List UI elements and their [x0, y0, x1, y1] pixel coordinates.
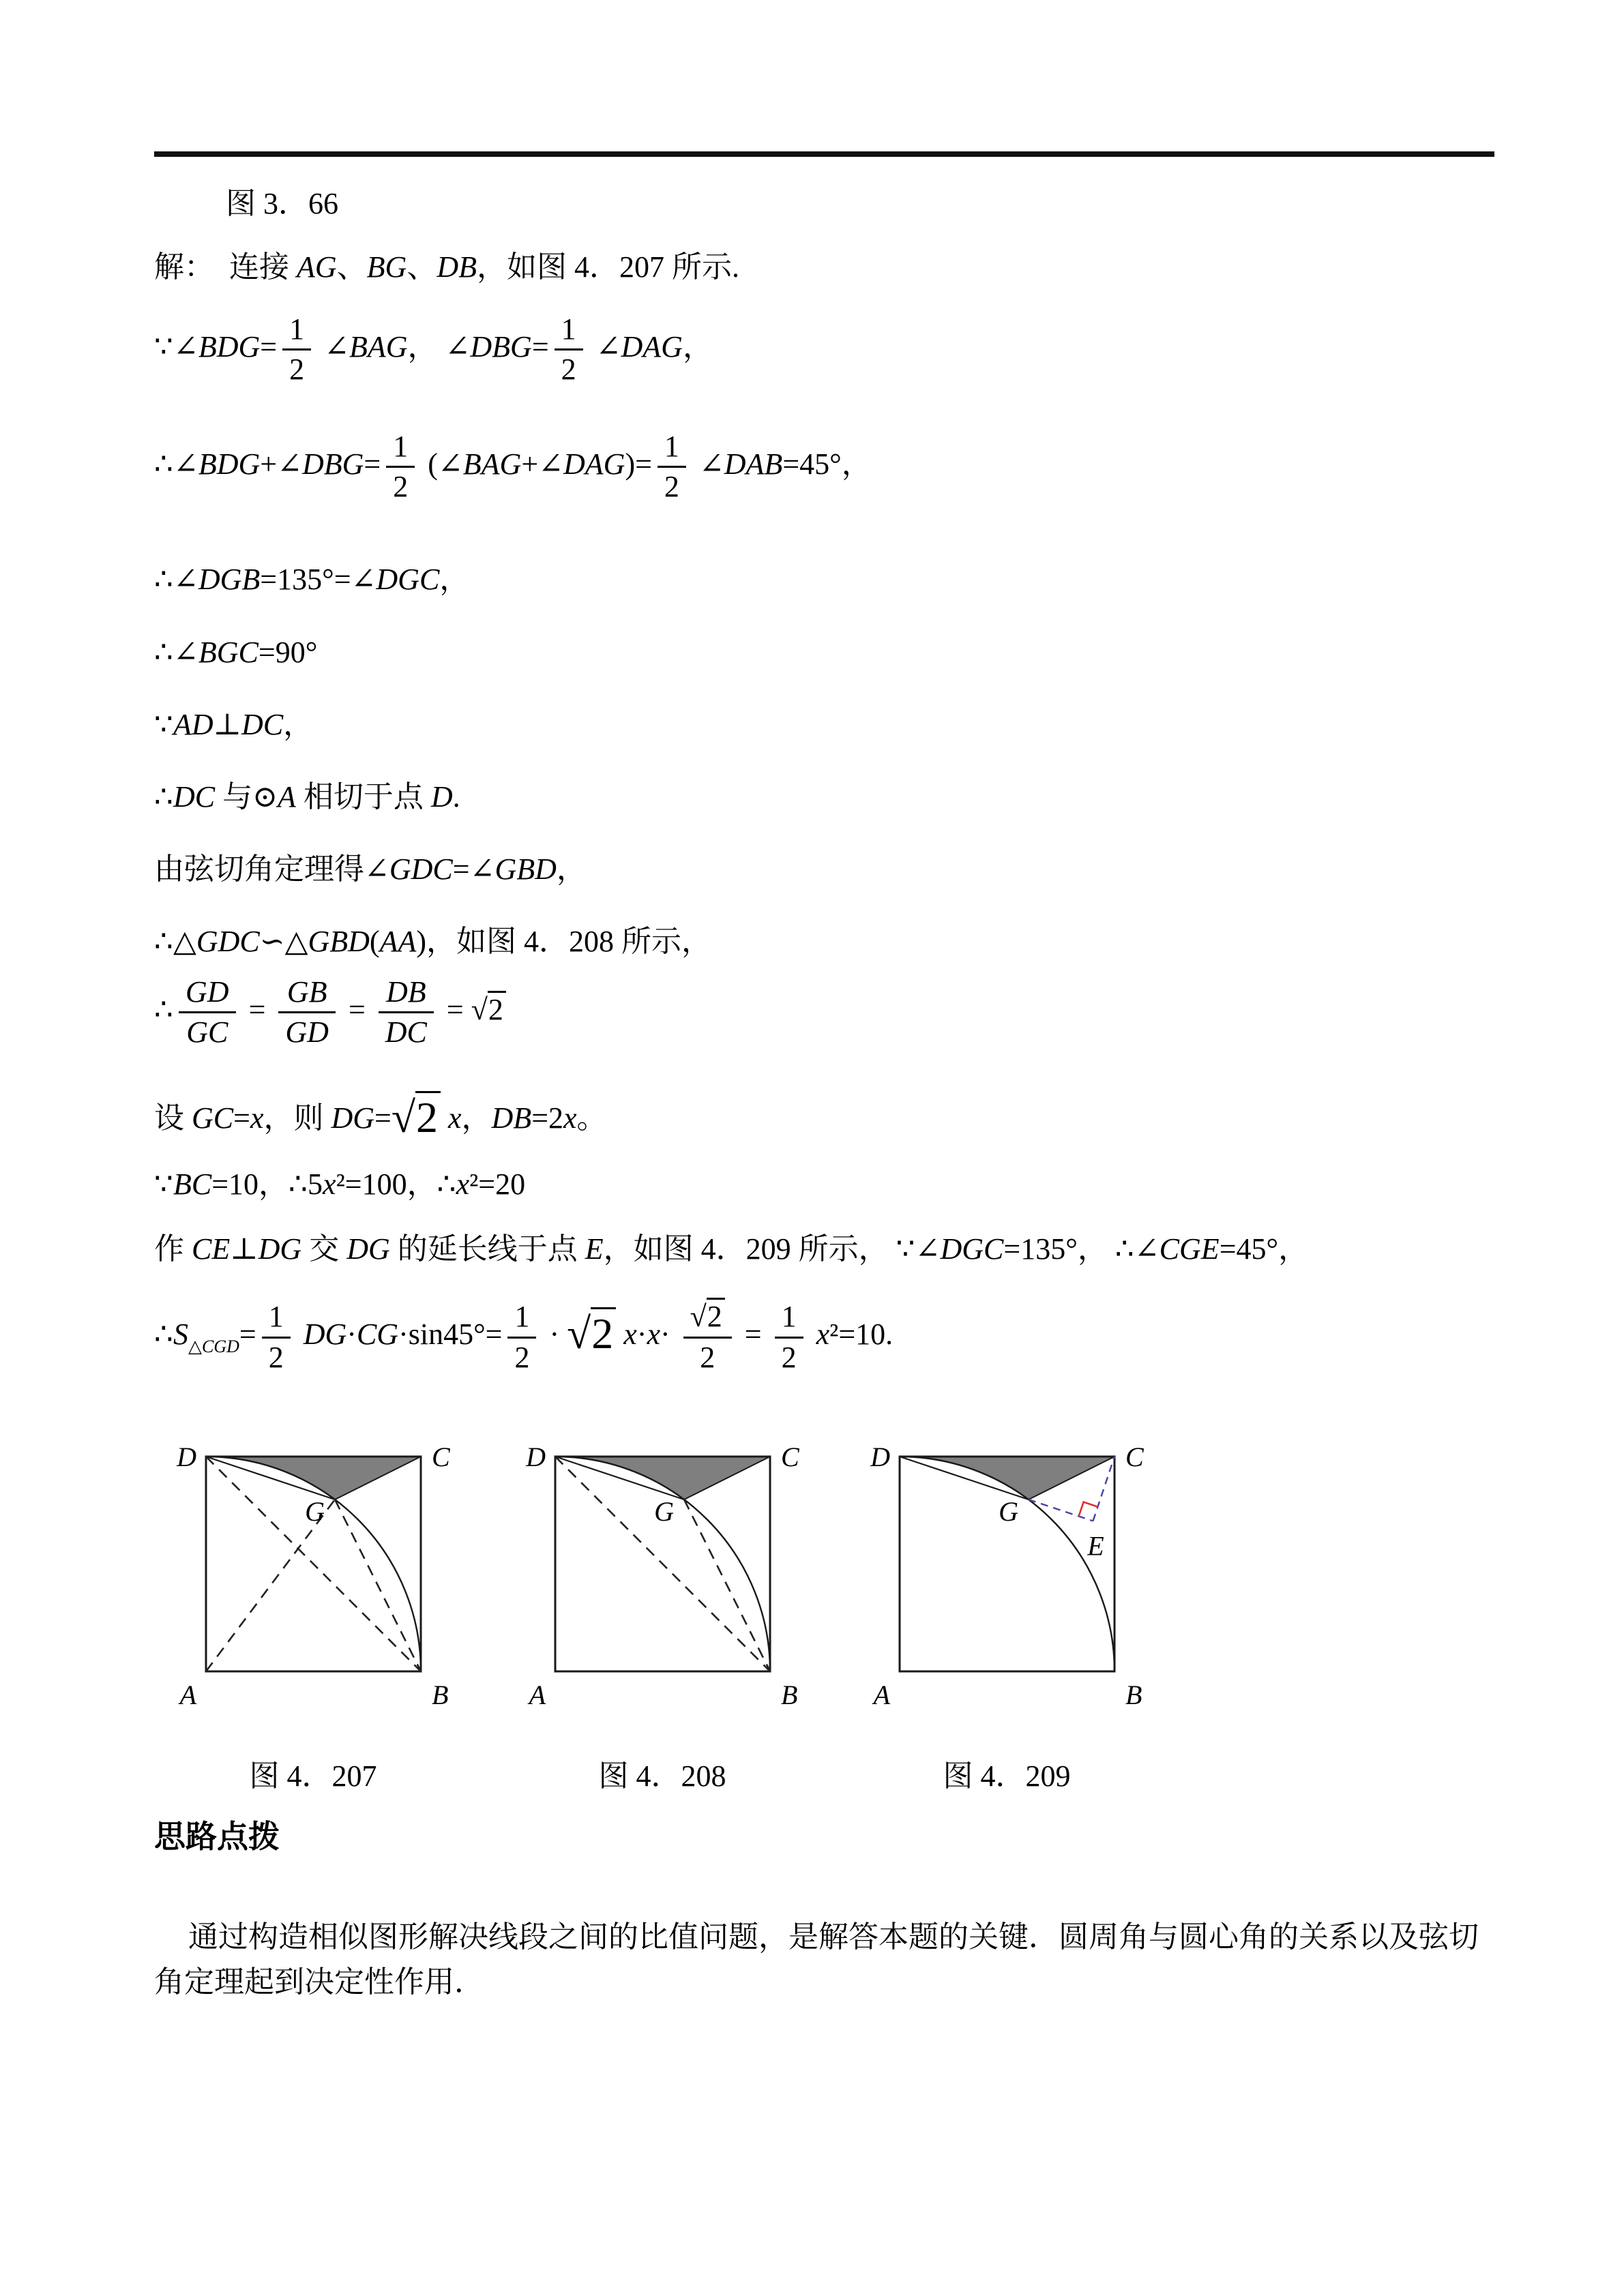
math-variable: x: [448, 1101, 462, 1135]
math-variable: ∠GDC: [364, 852, 453, 886]
step-tangent-chord: [154, 850, 1494, 889]
fraction: [179, 974, 236, 1051]
fraction: [282, 312, 311, 388]
math-variable: DC: [173, 779, 216, 814]
denominator: 2: [262, 1337, 291, 1375]
solution-text: [154, 184, 1494, 1375]
text-run: ∴: [154, 992, 173, 1026]
text-run: =45°，: [782, 447, 872, 481]
vertex-label-B: B: [1125, 1680, 1142, 1711]
text-run: =: [439, 992, 471, 1026]
radicand: 2: [591, 1307, 616, 1358]
denominator: 2: [658, 466, 686, 505]
dashed-line-DB: [206, 1457, 421, 1671]
text-run: =: [531, 329, 549, 363]
step-construct-e: [154, 1229, 1494, 1268]
sqrt-radical: [567, 1309, 616, 1358]
figure-caption-3: 图 4．209: [943, 1759, 1071, 1793]
math-variable: ∠DGC: [351, 562, 440, 596]
math-variable: ∠BDG: [173, 329, 261, 363]
denominator: 2: [507, 1337, 536, 1375]
radicand: 2: [707, 1298, 725, 1333]
numerator: 1: [781, 1300, 797, 1334]
text-run: =: [364, 447, 381, 481]
fraction: [507, 1299, 536, 1375]
sqrt-radical: [391, 1093, 441, 1142]
text-run: .: [452, 779, 460, 814]
text-run: 与⊙: [215, 779, 278, 814]
figure-2: [504, 1417, 825, 1717]
text-run: 图 3．66: [226, 187, 338, 220]
fraction: [379, 974, 434, 1051]
vertex-label-D: D: [870, 1442, 890, 1473]
figure-caption-1: 图 4．207: [249, 1759, 377, 1793]
denominator: DC: [379, 1011, 434, 1050]
text-run: ，: [407, 329, 445, 363]
dashed-line-DB: [555, 1457, 770, 1671]
text-run: =10，∴5: [211, 1167, 323, 1202]
text-run: [316, 330, 324, 363]
text-run: [809, 1317, 816, 1351]
text-run: =: [239, 1317, 256, 1352]
denominator: GD: [278, 1011, 336, 1050]
math-variable: DG: [258, 1232, 302, 1266]
vertex-label-D: D: [526, 1442, 546, 1473]
figure-3: [848, 1417, 1169, 1717]
figures-row: [154, 1416, 1494, 1712]
figure-caption-2: 图 4．208: [598, 1759, 726, 1793]
numerator: 1: [289, 312, 305, 346]
text-run: ·: [542, 1317, 567, 1352]
text-run: ²=10.: [829, 1317, 894, 1352]
math-variable: DG: [303, 1317, 347, 1352]
text-run: ∽△: [259, 924, 308, 958]
page-content: [154, 151, 1494, 2005]
step-similar: [154, 922, 1494, 961]
math-variable: DC: [241, 707, 284, 741]
text-run: 设: [154, 1101, 192, 1135]
sqrt-radical: [690, 1300, 725, 1333]
dashed-line-GB: [684, 1500, 770, 1671]
text-run: ，如图 4．207 所示.: [476, 250, 739, 284]
math-variable: x: [647, 1317, 660, 1352]
text-run: =: [241, 992, 274, 1026]
text-run: ，如图 4．209 所示， ∵: [603, 1232, 915, 1266]
vertex-label-B: B: [781, 1680, 798, 1711]
point-label-G: G: [999, 1496, 1018, 1527]
fraction: [658, 429, 686, 505]
radicand: 2: [415, 1091, 441, 1142]
radical-sign: √: [567, 1309, 591, 1358]
fraction: [775, 1299, 803, 1375]
text-run: ∴: [154, 779, 173, 814]
text-run: ，: [439, 562, 470, 596]
math-variable: BC: [173, 1167, 212, 1202]
step-bgc-90: [154, 633, 1494, 672]
math-variable: x: [563, 1101, 577, 1135]
text-run: ⊥: [230, 1232, 259, 1266]
math-variable: x: [323, 1167, 336, 1202]
fraction: [262, 1299, 291, 1375]
text-run: ，: [283, 707, 314, 741]
text-run: +: [521, 447, 539, 481]
text-run: [296, 1317, 304, 1351]
text-run: +: [260, 447, 278, 481]
numerator: 1: [561, 312, 576, 346]
text-run: 、: [336, 250, 367, 284]
text-run: ∴△: [154, 924, 196, 958]
vertex-label-C: C: [781, 1442, 799, 1473]
point-label-G: G: [305, 1496, 325, 1527]
square-outline: [900, 1457, 1114, 1671]
step-dgb-135: [154, 560, 1494, 599]
numerator: [683, 1299, 732, 1336]
area-symbol: S: [173, 1317, 188, 1352]
fraction: [555, 312, 583, 388]
text-run: =135°， ∴: [1003, 1232, 1134, 1266]
math-variable: x: [250, 1101, 264, 1135]
note-heading: 思路点拨: [154, 1819, 280, 1855]
vertex-label-A: A: [873, 1680, 890, 1711]
text-run: 、: [407, 250, 437, 284]
numerator: 1: [393, 429, 409, 463]
math-variable: AA: [379, 924, 417, 958]
radical-sign: √: [471, 992, 488, 1026]
figure-ref-top: [154, 184, 1494, 223]
text-run: )=: [625, 447, 652, 481]
figure-captions: [154, 1751, 1494, 1791]
vertex-label-D: D: [177, 1442, 196, 1473]
math-variable: ∠BGC: [173, 635, 259, 669]
math-variable: DB: [491, 1101, 532, 1135]
fraction: [278, 974, 336, 1051]
step-area: [154, 1299, 1494, 1375]
math-variable: DG: [331, 1101, 375, 1135]
figure-group: [870, 1442, 1145, 1710]
vertex-label-B: B: [432, 1680, 449, 1711]
math-variable: ∠BAG: [437, 447, 522, 481]
text-run: ，: [461, 1101, 492, 1135]
text-run: (: [369, 924, 380, 958]
text-run: 交: [301, 1232, 347, 1266]
text-run: [441, 1101, 448, 1135]
figure-group: [176, 1442, 451, 1710]
math-variable: x: [456, 1167, 470, 1202]
denominator: 2: [683, 1337, 732, 1375]
text-run: 相切于点: [295, 779, 431, 814]
area-subscript: △CGD: [188, 1337, 239, 1357]
denominator: 2: [555, 348, 583, 387]
text-run: ，则: [263, 1101, 331, 1135]
text-run: ⊥: [213, 707, 242, 741]
math-variable: x: [623, 1317, 637, 1352]
text-run: =: [737, 1317, 769, 1352]
step-ratios: [154, 974, 1494, 1051]
math-variable: ∠DGC: [915, 1232, 1004, 1266]
math-variable: GDC: [196, 924, 260, 958]
text-run: ·: [636, 1317, 647, 1352]
text-run: (: [420, 447, 438, 481]
numerator: 1: [514, 1300, 530, 1334]
math-variable: ∠DAG: [595, 329, 683, 363]
step-tangent: [154, 777, 1494, 816]
vertex-label-A: A: [179, 1680, 196, 1711]
text-run: =: [340, 992, 373, 1026]
text-run: ·sin45°=: [398, 1317, 503, 1352]
denominator: 2: [386, 466, 415, 505]
math-variable: ∠BAG: [324, 329, 408, 363]
text-run: )，如图 4．208 所示，: [416, 924, 711, 958]
top-divider: [154, 151, 1494, 157]
text-run: 作: [154, 1232, 192, 1266]
text-run: =: [233, 1101, 250, 1135]
text-run: 的延长线于点: [389, 1232, 585, 1266]
math-variable: ∠DGB: [173, 562, 261, 596]
text-run: =45°，: [1219, 1232, 1309, 1266]
math-variable: x: [816, 1317, 830, 1352]
math-variable: ∠GBD: [469, 852, 557, 886]
math-variable: CG: [356, 1317, 399, 1352]
vertex-label-C: C: [1125, 1442, 1144, 1473]
numerator: GB: [286, 974, 327, 1009]
text-run: =: [260, 329, 278, 363]
text-run: ·: [660, 1317, 678, 1352]
denominator: GC: [179, 1011, 236, 1050]
text-run: ∵: [154, 329, 173, 363]
math-variable: ∠DAB: [698, 447, 783, 481]
numerator: DB: [386, 974, 426, 1009]
figure-1: [155, 1417, 475, 1717]
radical-sign: √: [391, 1093, 415, 1142]
point-label-E: E: [1087, 1530, 1104, 1562]
sqrt-radical: [471, 990, 506, 1029]
math-variable: E: [585, 1232, 604, 1266]
text-run: ∴: [154, 447, 173, 481]
math-variable: DG: [346, 1232, 390, 1266]
text-run: =: [374, 1101, 392, 1135]
step-ad-perp-dc: [154, 705, 1494, 744]
text-run: =135°=: [260, 562, 351, 596]
math-variable: CE: [192, 1232, 231, 1266]
text-run: ∴: [154, 635, 173, 669]
math-variable: GC: [192, 1101, 234, 1135]
radicand: 2: [488, 991, 506, 1026]
text-run: =2: [531, 1101, 564, 1135]
text-run: [589, 330, 596, 363]
math-variable: ∠DBG: [277, 447, 364, 481]
math-variable: D: [430, 779, 453, 814]
point-label-G: G: [654, 1496, 674, 1527]
text-run: 由弦切角定理得: [154, 852, 364, 886]
math-variable: BG: [366, 250, 407, 284]
text-run: ，: [682, 329, 713, 363]
denominator: 2: [775, 1337, 803, 1375]
fraction: [683, 1299, 732, 1375]
step-bc-10: [154, 1165, 1494, 1204]
radical-sign: √: [690, 1300, 707, 1334]
text-run: =90°: [258, 635, 318, 669]
text-run: ∴: [154, 562, 173, 596]
arc-D-G-B: [900, 1457, 1114, 1671]
vertex-label-A: A: [529, 1680, 546, 1711]
math-variable: ∠DBG: [445, 329, 532, 363]
numerator: 1: [664, 429, 679, 463]
numerator: 1: [268, 1300, 284, 1334]
math-variable: AD: [173, 707, 213, 741]
text-run: [616, 1317, 623, 1351]
vertex-label-C: C: [432, 1442, 450, 1473]
text-run: ²=100，∴: [336, 1167, 456, 1202]
text-run: 解： 连接: [154, 250, 297, 284]
text-run: =: [452, 852, 470, 886]
numerator: GD: [186, 974, 229, 1009]
text-run: ∵: [154, 1167, 173, 1202]
dashed-line-GB: [335, 1500, 421, 1671]
denominator: 2: [282, 348, 311, 387]
step-let-x: [154, 1093, 1494, 1142]
text-run: [692, 447, 699, 481]
step-angle-halves: [154, 312, 1494, 388]
math-variable: A: [278, 779, 296, 814]
step-angle-sum: [154, 429, 1494, 505]
note-paragraph: 通过构造相似图形解决线段之间的比值问题，是解答本题的关键．圆周角与圆心角的关系以及弦切角定理起到决定性作用．: [154, 1920, 1479, 1999]
text-run: ∴: [154, 1317, 173, 1352]
solution-intro: [154, 248, 1494, 286]
math-variable: ∠BDG: [173, 447, 261, 481]
text-run: ²=20: [469, 1167, 526, 1202]
math-variable: ∠CGE: [1134, 1232, 1220, 1266]
math-variable: GBD: [308, 924, 370, 958]
text-run: 。: [576, 1101, 607, 1135]
text-run: ，: [556, 852, 587, 886]
math-variable: ∠DAG: [538, 447, 625, 481]
figure-group: [525, 1442, 800, 1710]
text-run: ∵: [154, 707, 173, 741]
math-variable: AG: [297, 250, 337, 284]
text-run: ·: [346, 1317, 357, 1352]
fraction: [386, 429, 415, 505]
math-variable: DB: [437, 250, 477, 284]
